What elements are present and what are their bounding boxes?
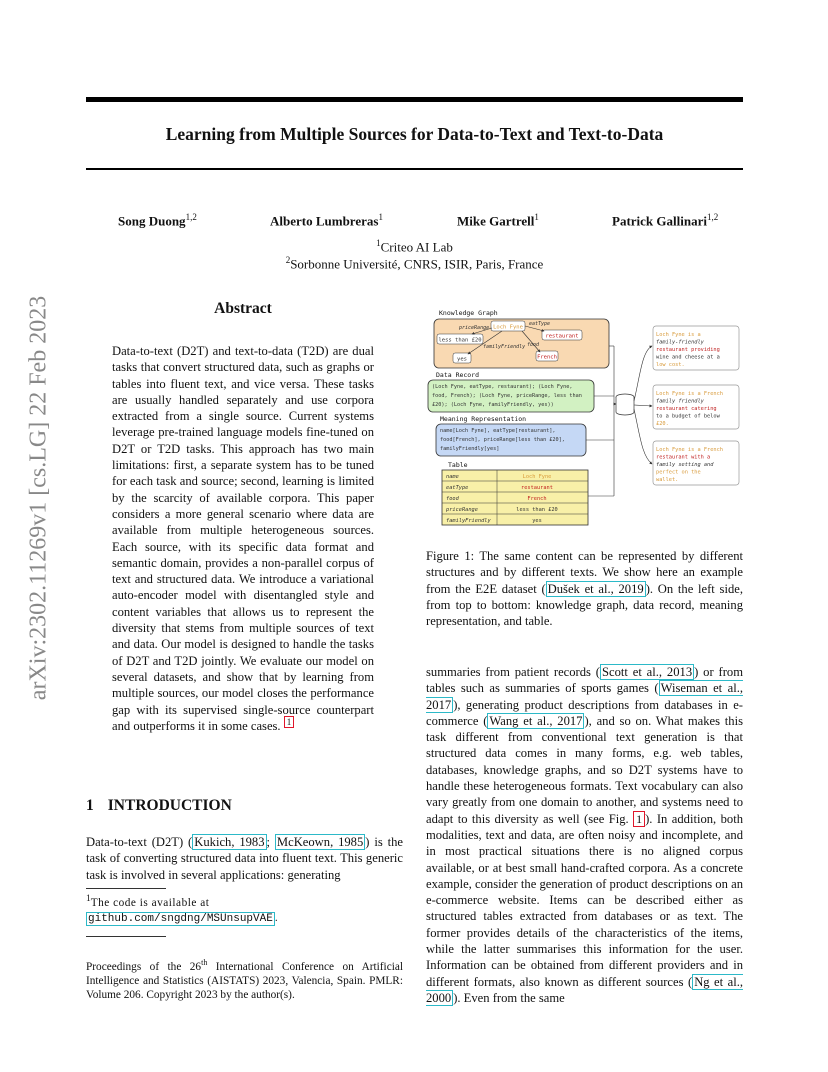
connector: [634, 405, 652, 406]
mr-line: food[French], priceRange[less than £20],: [440, 437, 565, 443]
author-3: Mike Gartrell$^1$: [457, 212, 539, 229]
connector: [634, 409, 652, 464]
figure-1: [422, 306, 743, 546]
affiliation-1: $^1$Criteo AI Lab: [376, 238, 453, 255]
code-repo-link[interactable]: github.com/sngdng/MSUnsupVAE: [88, 912, 273, 925]
kg-edge-label: familyFriendly: [483, 344, 526, 350]
text-line: restaurant with a: [656, 454, 711, 461]
table-label: Table: [448, 461, 468, 469]
top-thick-rule: [86, 97, 743, 102]
text-line: family setting and: [656, 462, 714, 468]
footnote: $^1$The code is available at github.com/sngdng/MSUnsupVAE .: [86, 894, 278, 925]
mr-line: familyFriendly[yes]: [440, 446, 500, 452]
table-value: Loch Fyne: [522, 474, 552, 480]
citation-link[interactable]: McKeown, 1985: [276, 835, 364, 849]
citation-link[interactable]: Scott et al., 2013: [602, 665, 693, 679]
text-line: to a budget of below: [656, 413, 720, 420]
table-value: less than £20: [516, 507, 558, 513]
text-line: Loch Fyne is a French: [656, 447, 723, 453]
table-value: restaurant: [521, 485, 553, 491]
author-2: Alberto Lumbreras$^1$: [270, 212, 383, 229]
kg-node-text: less than £20: [438, 337, 482, 344]
author-1: Song Duong$^{1,2}$: [118, 212, 197, 229]
table-value: French: [527, 496, 547, 502]
abstract-heading: Abstract: [214, 300, 272, 317]
connector: [634, 346, 652, 401]
figure-caption: Figure 1: The same content can be represented by different structures and by different texts. We show here an example from the E2E dataset ( Dušek et al., 2019 ). On the left side, from top to bottom: knowledge graph, data record, meaning representation, and table.: [426, 549, 743, 629]
text-line: restaurant providing: [656, 347, 720, 353]
text-line: £20.: [656, 421, 669, 427]
text-line: Loch Fyne is a French: [656, 391, 723, 397]
text-line: perfect on the: [656, 469, 701, 476]
arxiv-side-stamp: arXiv:2302.11269v1 [cs.LG] 22 Feb 2023: [25, 295, 52, 701]
text-line: Loch Fyne is a: [656, 332, 701, 338]
table-key: familyFriendly: [446, 518, 491, 524]
footnote-rule: [86, 888, 166, 889]
kg-node-text: Loch Fyne: [493, 324, 523, 331]
citation-link[interactable]: Wang et al., 2017: [489, 713, 583, 728]
affiliation-2: $^2$Sorbonne Université, CNRS, ISIR, Paris, France: [285, 255, 544, 272]
text-line: wallet.: [656, 477, 679, 483]
proceedings-note: Proceedings of the 26th International Conference on Artificial Intelligence and Statistics (AISTATS) 2023, Valencia, Spain. PMLR: Volume 206. Copyright 2023 by the author(s).: [86, 958, 403, 1001]
data-record-line: (Loch Fyne, eatType, restaurant); (Loch Fyne,: [432, 384, 573, 390]
table-key: name: [446, 474, 459, 480]
kg-node-text: yes: [457, 356, 467, 363]
text-line: wine and cheese at a: [656, 354, 720, 361]
table-key: eatType: [446, 485, 469, 491]
paper-title: Learning from Multiple Sources for Data-to-Text and Text-to-Data: [165, 124, 664, 144]
database-icon: [616, 394, 634, 415]
kg-edge-label: food: [527, 342, 540, 348]
citation-link[interactable]: Wiseman et al., 2017: [426, 681, 743, 712]
text-line: family-friendly: [656, 339, 704, 346]
footnote-rule: [86, 936, 166, 937]
table-box: [442, 470, 588, 525]
text-line: family friendly: [656, 398, 704, 405]
kg-edge-label: eatType: [529, 321, 551, 327]
citation-link[interactable]: Ng et al., 2000: [426, 974, 743, 1005]
data-record-line: £20); (Loch Fyne, familyFriendly, yes)): [432, 402, 554, 408]
kg-node-text: restaurant: [545, 333, 579, 340]
kg-label: Knowledge Graph: [439, 309, 498, 317]
data-record-line: food, French); (Loch Fyne, priceRange, less than: [432, 393, 582, 399]
text-line: restaurant catering: [656, 406, 717, 412]
table-value: yes: [532, 518, 542, 524]
intro-paragraph: Data-to-text (D2T) ( Kukich, 1983 ; McKeown, 1985 ) is the task of converting structured data into fluent text. This generic task is involved in several applications: generating: [86, 835, 403, 882]
table-key: priceRange: [446, 507, 478, 513]
right-column-paragraph: summaries from patient records ( Scott et al., 2013 ) or from tables such as summaries of sports games ( Wiseman et al., 2017 ), generating product descriptions from databases in e-commerce ( Wang et al., 2017 ), and so on. What makes this task different from conventional text generation is that structured data comes in many forms, e.g. web tables, databases, knowledge graphs, and so D2T systems have to handle these heterogeneous formats. Text vocabulary can also vary greatly from one domain to another, and systems need to adapt to this diversity as well (see Fig. 1 ). In addition, both modalities, text and data, are often noisy and incomplete, and in most practical situations there is no aligned corpus available, or at best small hand-crafted corpora. As a concrete example, consider the generation of product descriptions on an e-commerce website. Items can be described either as structured tables extracted from databases or as text. The former provides details of the characteristics of the items, while the latter summarises this information for the user. Information can be obtained from different providers and in different formats, also known as different sources ( Ng et al., 2000 ). Even from the same: [426, 665, 743, 1005]
abstract-body: Data-to-text (D2T) and text-to-data (T2D) are dual tasks that convert structured data, such as graphs or tables into fluent text, and vice versa. These tasks are usually handled separately and use corpora extracted from a single source. Current systems leverage pre-trained language models fine-tuned on D2T or T2D tasks. This approach has two main limitations: first, a separate system has to be tuned for each task and source; second, learning is limited by the scarcity of available corpora. This paper considers a more general scenario where data are available from multiple heterogeneous sources. Each source, with its specific data format and semantic domain, provides a non-parallel corpus of text and structured data. We introduce a variational auto-encoder model with disentangled style and content variables that allows us to represent the diversity that stems from multiple sources of text and data. Our model is designed to handle the tasks of D2T and T2D jointly. We evaluate our model on several datasets, and show that by learning from multiple sources, our model closes the performance gap with its supervised single-source counterpart and outperforms it in some cases. $^1$: [112, 344, 374, 733]
title-bottom-rule: [86, 168, 743, 170]
footnote-link[interactable]: 1: [284, 716, 295, 728]
table-key: food: [446, 496, 459, 502]
author-4: Patrick Gallinari$^{1,2}$: [612, 212, 719, 229]
kg-edge-label: priceRange: [459, 325, 490, 331]
section-heading-introduction: 1 INTRODUCTION: [86, 797, 232, 814]
meaning-representation-label: Meaning Representation: [440, 415, 527, 423]
text-line: low cost.: [656, 362, 685, 368]
figure-link[interactable]: 1: [633, 811, 645, 827]
data-record-label: Data Record: [436, 371, 480, 379]
citation-link[interactable]: Kukich, 1983: [194, 835, 265, 849]
citation-link[interactable]: Dušek et al., 2019: [547, 581, 644, 596]
mr-line: name[Loch Fyne], eatType[restaurant],: [440, 428, 556, 434]
kg-node-text: French: [537, 354, 557, 361]
